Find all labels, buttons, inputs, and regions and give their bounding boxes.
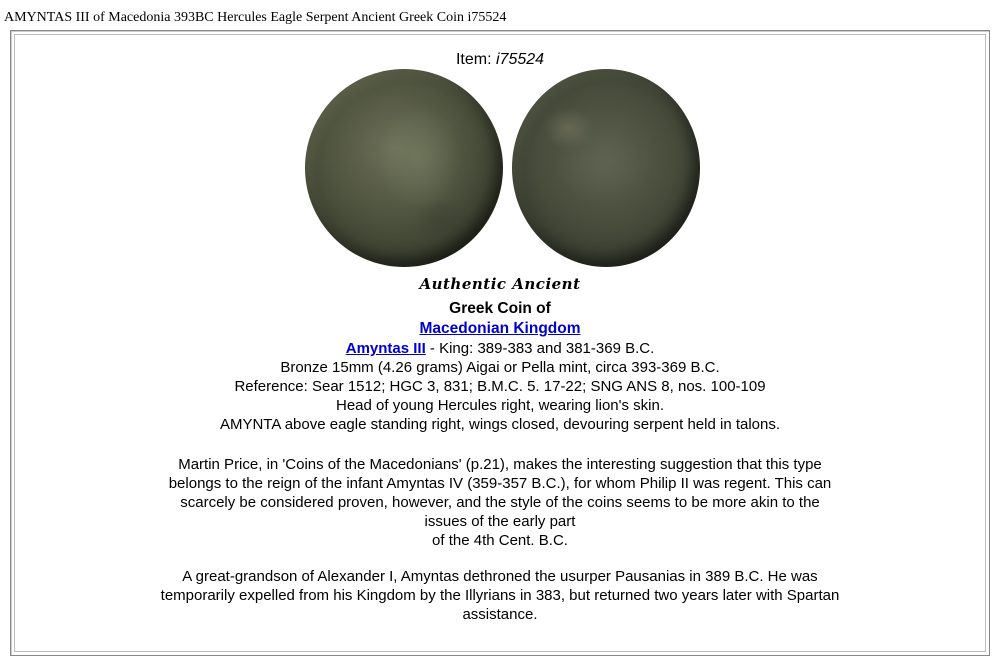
paragraph-line: temporarily expelled from his Kingdom by the Illyrians in 383, but returned two years later with Spartan [160,587,840,604]
description-line: AMYNTA above eagle standing right, wings closed, devouring serpent held in talons. [219,416,781,433]
paragraph-line: issues of the early part [424,513,576,530]
coin-reverse-image[interactable] [512,69,700,267]
history-paragraph [15,567,985,624]
coin-obverse-image[interactable] [305,69,503,267]
king-line [15,339,985,358]
authentic-ancient-heading: Authentic Ancient [419,275,581,293]
price-paragraph [15,455,985,550]
king-reign-text: - King: 389-383 and 381-369 B.C. [425,340,655,357]
item-number: i75524 [495,51,545,68]
listing-frame [10,30,990,656]
amyntas-iii-link[interactable]: Amyntas III [345,340,426,357]
item-label: Item: [455,51,492,68]
paragraph-line: assistance. [462,606,538,623]
coin-description [15,339,985,434]
listing-inner-frame [14,34,986,652]
item-number-line [15,51,985,69]
description-line: Reference: Sear 1512; HGC 3, 831; B.M.C. 5. 17-22; SNG ANS 8, nos. 100-109 [234,378,766,395]
paragraph-line: A great-grandson of Alexander I, Amyntas dethroned the usurper Pausanias in 389 B.C. He was [182,568,818,585]
description-line: Head of young Hercules right, wearing lion's skin. [335,397,665,414]
paragraph-line: belongs to the reign of the infant Amyntas IV (359-357 B.C.), for whom Philip II was regent. This can [168,475,832,492]
page-title: AMYNTAS III of Macedonia 393BC Hercules Eagle Serpent Ancient Greek Coin i75524 [4,10,507,25]
macedonian-kingdom-link[interactable]: Macedonian Kingdom [419,320,581,337]
paragraph-line: of the 4th Cent. B.C. [432,532,568,549]
paragraph-line: Martin Price, in 'Coins of the Macedonians' (p.21), makes the interesting suggestion that this type [178,456,822,473]
kingdom-heading [15,319,985,338]
paragraph-line: scarcely be considered proven, however, and the style of the coins seems to be more akin to the [180,494,820,511]
coin-of-heading: Greek Coin of [449,300,551,317]
description-line: Bronze 15mm (4.26 grams) Aigai or Pella mint, circa 393-369 B.C. [280,359,720,376]
